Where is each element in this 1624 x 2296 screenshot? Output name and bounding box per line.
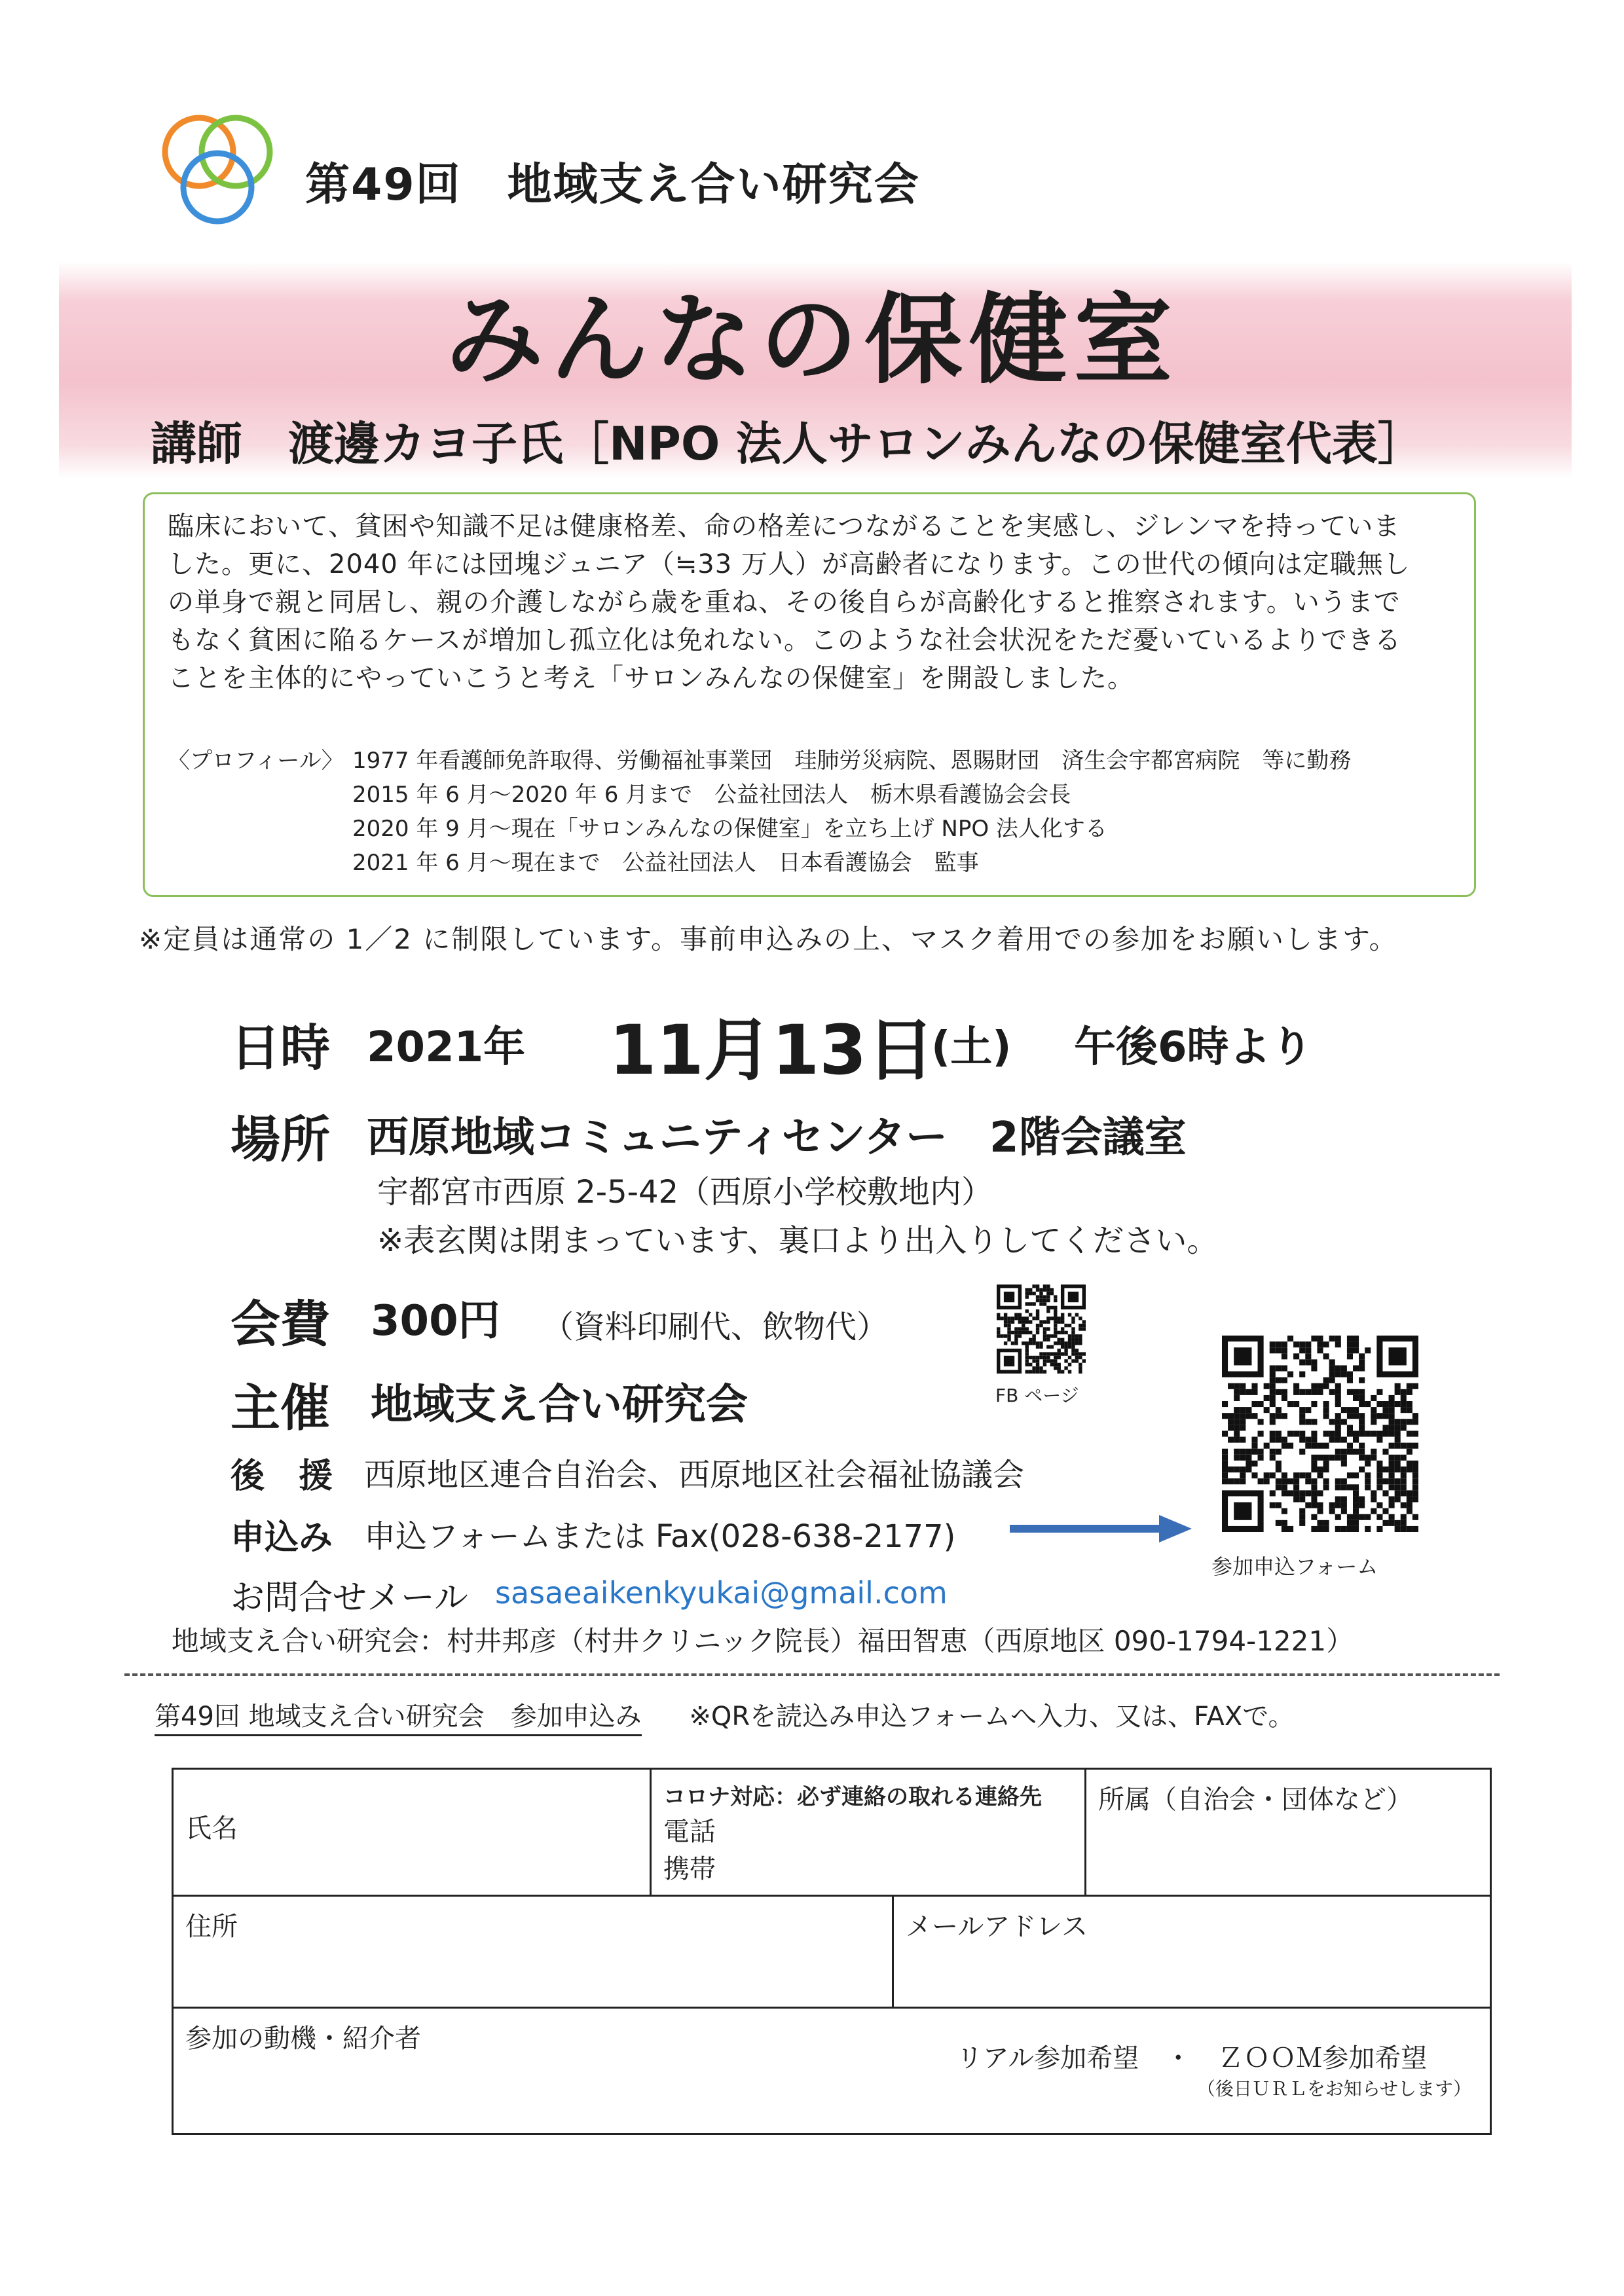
contact-label: お問合せメール [231, 1578, 468, 1618]
apply-label: 申込み [231, 1518, 333, 1558]
form-qr-code[interactable] [1222, 1336, 1418, 1532]
motive-label: 参加の動機・紹介者 [185, 2024, 421, 2054]
phone-label: 電話 [663, 1817, 716, 1847]
application-form-table [172, 1768, 1492, 2135]
arrow-right-icon [1010, 1514, 1193, 1544]
intro-text-line: もなく貧困に陥るケースが増加し孤立化は免れない。このような社会状況をただ憂いているよりできる [168, 625, 1401, 655]
organizer-contacts: 地域支え合い研究会：村井邦彦（村井クリニック院長）福田智恵（西原地区 090-1794-1221） [172, 1625, 1354, 1657]
host-name: 地域支え合い研究会 [371, 1381, 748, 1429]
email-cell[interactable] [894, 1897, 1490, 2007]
fb-qr-caption: FB ページ [995, 1385, 1079, 1406]
profile-label: 〈プロフィール〉 [168, 748, 344, 774]
capacity-notice: ※定員は通常の 1／2 に制限しています。事前申込みの上、マスク着用での参加をお願いします。 [139, 923, 1398, 955]
host-label: 主催 [231, 1379, 330, 1437]
name-cell[interactable] [173, 1769, 651, 1896]
fee-note: （資料印刷代、飲物代） [542, 1309, 889, 1345]
profile-line: 2020 年 9 月～現在「サロンみんなの保健室」を立ち上げ NPO 法人化する [352, 816, 1107, 842]
fee-amount: 300円 [371, 1297, 500, 1345]
place-address: 宇都宮市西原 2-5-42（西原小学校敷地内） [377, 1174, 993, 1211]
date-day: 11月13日 [609, 1010, 935, 1090]
date-time: 午後6時より [1074, 1023, 1313, 1072]
date-year: 2021年 [367, 1023, 526, 1072]
support-orgs: 西原地区連合自治会、西原地区社会福祉協議会 [364, 1457, 1025, 1493]
intro-text-line: の単身で親と同居し、親の介護しながら歳を重ね、その後自らが高齢化すると推察されます。いうまで [168, 587, 1401, 617]
participation-note: （後日ＵＲＬをお知らせします） [1196, 2078, 1471, 2100]
speaker-line: 講師 渡邊カヨ子氏［NPO 法人サロンみんなの保健室代表］ [151, 417, 1424, 471]
support-label: 後 援 [231, 1457, 333, 1496]
intro-text-line: 臨床において、貧困や知識不足は健康格差、命の格差につながることを実感し、ジレンマを持っていま [168, 511, 1401, 541]
address-cell[interactable] [174, 1897, 894, 2007]
email-label: メールアドレス [906, 1912, 1088, 1942]
form-instruction: ※QRを読込み申込フォームへ入力、又は、FAXで。 [689, 1702, 1295, 1732]
cut-line [124, 1673, 1500, 1676]
profile-line: 2015 年 6 月～2020 年 6 月まで 公益社団法人 栃木県看護協会会長 [352, 782, 1071, 808]
three-rings-logo [152, 106, 283, 237]
motive-row [173, 2008, 1491, 2134]
intro-text-line: した。更に、2040 年には団塊ジュニア（≒33 万人）が高齢者になります。この世代の傾向は定職無し [168, 549, 1411, 579]
mobile-label: 携帯 [663, 1854, 716, 1884]
address-label: 住所 [185, 1912, 238, 1942]
event-series-heading: 第49回 地域支え合い研究会 [305, 159, 920, 211]
page-title: みんなの保健室 [445, 283, 1179, 397]
address-email-row [173, 1896, 1491, 2008]
intro-text-line: ことを主体的にやっていこうと考え「サロンみんなの保健室」を開設しました。 [168, 663, 1134, 693]
name-label: 氏名 [185, 1813, 238, 1844]
contact-cell[interactable] [651, 1769, 1086, 1896]
place-label: 場所 [231, 1110, 330, 1169]
form-title: 第49回 地域支え合い研究会 参加申込み [155, 1702, 642, 1736]
date-label: 日時 [231, 1019, 330, 1077]
form-qr-caption: 参加申込フォーム [1211, 1554, 1378, 1579]
profile-line: 1977 年看護師免許取得、労働福祉事業団 珪肺労災病院、恩賜財団 済生会宇都宮病院 等に勤務 [352, 748, 1352, 774]
apply-method: 申込フォームまたは Fax(028-638-2177) [364, 1518, 956, 1555]
contact-email-link[interactable]: sasaeaikenkyukai@gmail.com [495, 1575, 948, 1611]
entrance-note: ※表玄関は閉まっています、裏口より出入りしてください。 [377, 1222, 1219, 1259]
fee-label: 会費 [231, 1295, 330, 1353]
place-name: 西原地域コミュニティセンター 2階会議室 [367, 1114, 1187, 1162]
participation-cell[interactable] [894, 2009, 1490, 2133]
fb-qr-code[interactable] [997, 1285, 1086, 1374]
participation-options: リアル参加希望 ・ ＺＯＯＭ参加希望 [956, 2043, 1428, 2073]
corona-contact-label: コロナ対応：必ず連絡の取れる連絡先 [663, 1784, 1042, 1810]
affiliation-label: 所属（自治会・団体など） [1098, 1785, 1412, 1815]
affiliation-cell[interactable] [1086, 1769, 1491, 1896]
motive-cell[interactable] [174, 2009, 894, 2133]
date-weekday: (土) [931, 1023, 1012, 1072]
form-heading-row [155, 1696, 1294, 1733]
profile-line: 2021 年 6 月～現在まで 公益社団法人 日本看護協会 監事 [352, 850, 979, 876]
